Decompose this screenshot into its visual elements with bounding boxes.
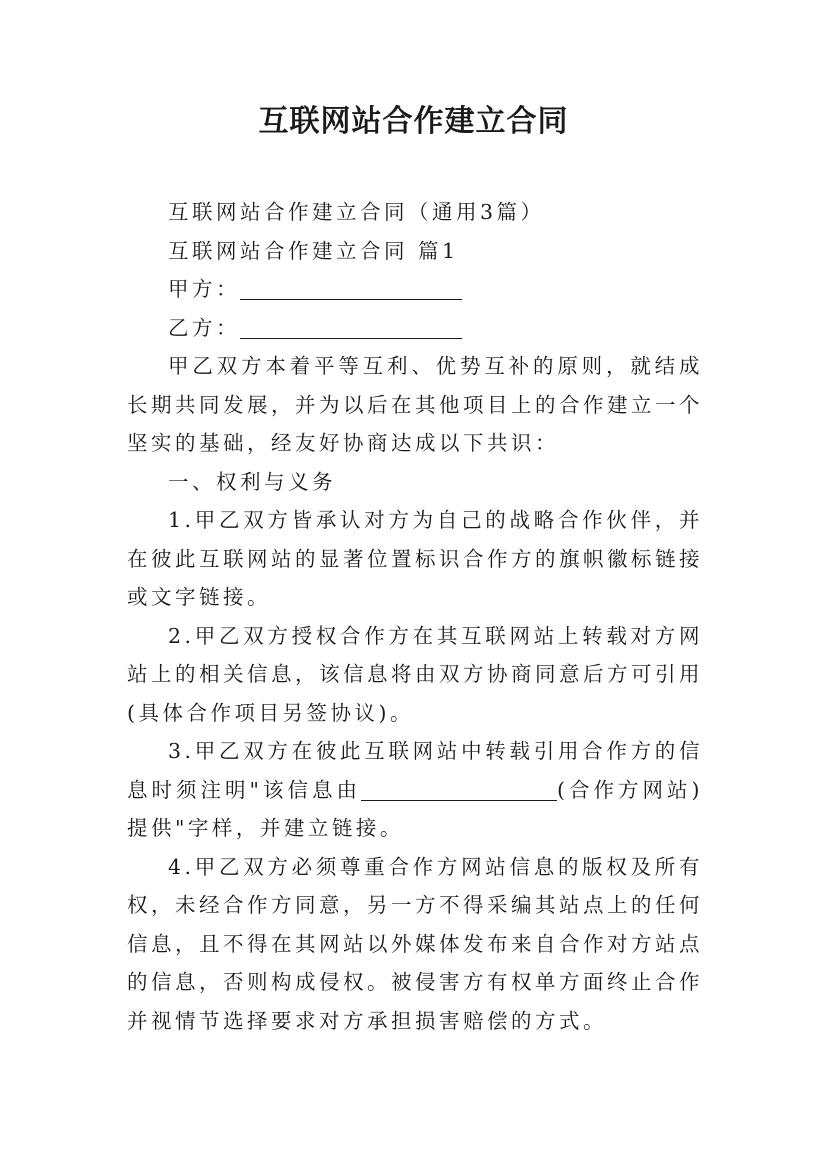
clause-3-text-after: (合作方网站)提供"字样，并建立链接。 (127, 777, 703, 840)
clause-4: 4.甲乙双方必须尊重合作方网站信息的版权及所有权，未经合作方同意，另一方不得采编其站点上的任何信息，且不得在其网站以外媒体发布来自合作对方站点的信息，否则构成侵权。被侵害方有权单方面终止合作并视情节选择要求对方承担损害赔偿的方式。 (127, 854, 703, 1033)
clause-3-blank (361, 774, 557, 801)
party-a-blank (240, 273, 462, 300)
clause-1: 1.甲乙双方皆承认对方为自己的战略合作伙伴，并在彼此互联网站的显著位置标识合作方的旗帜徽标链接或文字链接。 (127, 508, 703, 609)
clause-2: 2.甲乙双方授权合作方在其互联网站上转载对方网站上的相关信息，该信息将由双方协商同意后方可引用(具体合作项目另签协议)。 (127, 623, 703, 725)
document-subtitle: 互联网站合作建立合同（通用3篇） (168, 200, 545, 224)
party-b-line (127, 309, 703, 348)
intro-paragraph: 甲乙双方本着平等互利、优势互补的原则，就结成长期共同发展，并为以后在其他项目上的合作建立一个坚实的基础，经友好协商达成以下共识： (127, 354, 703, 455)
section-1-heading: 一、权利与义务 (168, 469, 336, 494)
clause-3-text-before: 3.甲乙双方在彼此互联网站中转载引用合作方的信息时须注明"该信息由 (127, 739, 703, 802)
party-a-line (127, 270, 703, 309)
party-b-blank (240, 312, 462, 339)
party-b-label: 乙方： (168, 315, 240, 340)
document-body (127, 193, 703, 1040)
document-title: 互联网站合作建立合同 (258, 104, 569, 139)
party-a-label: 甲方： (168, 277, 240, 301)
clause-3 (127, 732, 703, 848)
part-heading: 互联网站合作建立合同 篇1 (168, 238, 459, 263)
